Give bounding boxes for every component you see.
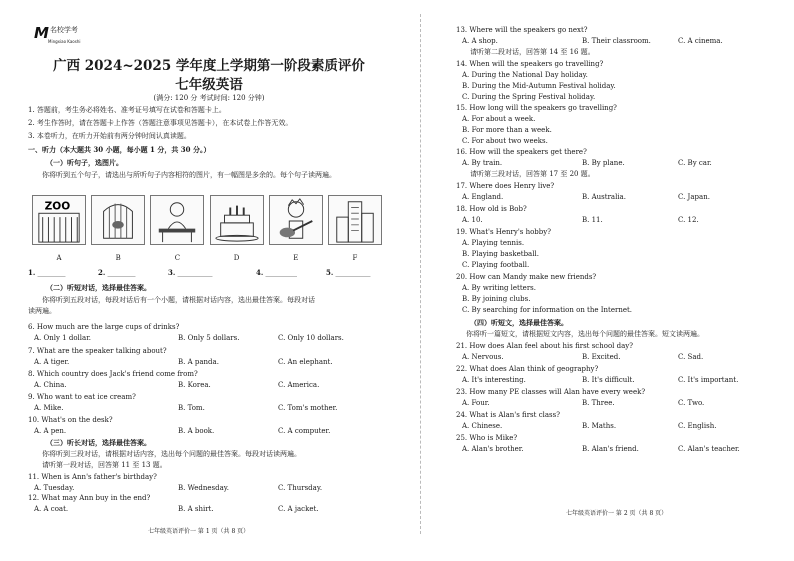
section3-heading: （三）听长对话，选择最佳答案。 <box>46 438 151 447</box>
question-14: 14. When will the speakers go travelling? <box>456 60 604 68</box>
section1-heading: （一）听句子，选图片。 <box>46 158 123 167</box>
option-23c[interactable]: C. Two. <box>678 399 705 407</box>
question-19: 19. What's Henry's hobby? <box>456 228 551 236</box>
option-19c[interactable]: C. Playing football. <box>462 261 530 269</box>
logo-subtext: Mingxiao Kaoshi <box>48 39 81 44</box>
option-6a[interactable]: A. Only 1 dollar. <box>34 334 91 342</box>
option-17b[interactable]: B. Australia. <box>582 193 626 201</box>
tall-building-icon <box>328 195 382 245</box>
option-24a[interactable]: A. Chinese. <box>462 422 503 430</box>
option-24b[interactable]: B. Maths. <box>582 422 617 430</box>
option-16c[interactable]: C. By car. <box>678 159 712 167</box>
question-21: 21. How does Alan feel about his first school day? <box>456 342 633 350</box>
question-10: 10. What's on the desk? <box>28 416 113 424</box>
option-8c[interactable]: C. America. <box>278 381 320 389</box>
question-12: 12. What may Ann buy in the end? <box>28 494 151 502</box>
logo-mark: M <box>34 24 48 42</box>
option-12a[interactable]: A. A coat. <box>34 505 69 513</box>
option-18b[interactable]: B. 11. <box>582 216 603 224</box>
option-7a[interactable]: A. A tiger. <box>34 358 70 366</box>
question-20: 20. How can Mandy make new friends? <box>456 273 597 281</box>
instruction-3: 3. 本卷听力，在听力开始前有两分钟时间认真读题。 <box>28 132 191 140</box>
option-15a[interactable]: A. For about a week. <box>462 115 536 123</box>
option-15c[interactable]: C. For about two weeks. <box>462 137 548 145</box>
picture-labels <box>32 254 382 262</box>
instruction-1: 1. 答题前，考生务必将姓名、准考证号填写在试卷和答题卡上。 <box>28 106 226 114</box>
option-13b[interactable]: B. Their classroom. <box>582 37 651 45</box>
birthday-cake-icon <box>210 195 264 245</box>
question-7: 7. What are the speaker talking about? <box>28 347 167 355</box>
right-column <box>456 0 774 561</box>
question-25: 25. Who is Mike? <box>456 434 518 442</box>
option-9c[interactable]: C. Tom's mother. <box>278 404 338 412</box>
option-18c[interactable]: C. 12. <box>678 216 699 224</box>
option-22b[interactable]: B. It's difficult. <box>582 376 635 384</box>
question-6: 6. How much are the large cups of drinks? <box>28 323 180 331</box>
left-column <box>28 0 390 561</box>
zoo-gate-icon <box>32 195 86 245</box>
option-25c[interactable]: C. Alan's teacher. <box>678 445 740 453</box>
section4-heading: （四）听短文，选择最佳答案。 <box>470 318 568 327</box>
option-23b[interactable]: B. Three. <box>582 399 615 407</box>
section3-note: 你将听到三段对话，请根据对话内容，选出每个问题的最佳答案。每段对话读两遍。 <box>42 450 301 458</box>
option-8b[interactable]: B. Korea. <box>178 381 211 389</box>
option-17c[interactable]: C. Japan. <box>678 193 710 201</box>
note-q14-16: 请听第二段对话，回答第 14 至 16 题。 <box>470 48 595 56</box>
question-23: 23. How many PE classes will Alan have every week? <box>456 388 646 396</box>
option-19b[interactable]: B. Playing basketball. <box>462 250 539 258</box>
option-17a[interactable]: A. England. <box>462 193 504 201</box>
publisher-logo <box>34 24 81 44</box>
bird-cage-icon <box>91 195 145 245</box>
blank-2[interactable]: 2. ________ <box>98 268 136 277</box>
option-11b[interactable]: B. Wednesday. <box>178 484 229 492</box>
option-16a[interactable]: A. By train. <box>462 159 503 167</box>
exam-title: 广西 2024~2025 学年度上学期第一阶段素质评价 <box>53 58 365 74</box>
option-16b[interactable]: B. By plane. <box>582 159 625 167</box>
blank-4[interactable]: 4. _________ <box>256 268 298 277</box>
option-13a[interactable]: A. A shop. <box>462 37 498 45</box>
question-16: 16. How will the speakers get there? <box>456 148 587 156</box>
option-9b[interactable]: B. Tom. <box>178 404 205 412</box>
option-25a[interactable]: A. Alan's brother. <box>462 445 524 453</box>
pic-label-a: A <box>56 254 62 262</box>
option-8a[interactable]: A. China. <box>34 381 67 389</box>
option-20b[interactable]: B. By joining clubs. <box>462 295 531 303</box>
teacher-desk-icon <box>150 195 204 245</box>
option-15b[interactable]: B. For more than a week. <box>462 126 552 134</box>
pic-label-e: E <box>293 254 299 262</box>
section1-note: 你将听到五个句子，请选出与所听句子内容相符的图片，有一幅图是多余的。每个句子读两遍。 <box>42 171 336 179</box>
option-24c[interactable]: C. English. <box>678 422 717 430</box>
question-15: 15. How long will the speakers go travelling? <box>456 104 617 112</box>
blank-5[interactable]: 5. __________ <box>326 268 371 277</box>
part1-heading: 一、听力（本大题共 30 小题，每小题 1 分，共 30 分。） <box>28 145 211 154</box>
option-23a[interactable]: A. Four. <box>462 399 490 407</box>
option-21b[interactable]: B. Excited. <box>582 353 621 361</box>
picture-options <box>32 195 382 247</box>
option-22a[interactable]: A. It's interesting. <box>462 376 526 384</box>
logo-text: 名校学考 <box>49 26 78 34</box>
option-11a[interactable]: A. Tuesday. <box>34 484 75 492</box>
blank-1[interactable]: 1. ________ <box>28 268 66 277</box>
option-20c[interactable]: C. By searching for information on the Internet. <box>462 306 633 314</box>
question-11: 11. When is Ann's father's birthday? <box>28 473 157 481</box>
option-7b[interactable]: B. A panda. <box>178 358 219 366</box>
option-20a[interactable]: A. By writing letters. <box>462 284 536 292</box>
option-11c[interactable]: C. Thursday. <box>278 484 323 492</box>
pic-label-f: F <box>352 254 358 262</box>
svg-text:ZOO: ZOO <box>44 200 71 213</box>
option-10a[interactable]: A. A pen. <box>34 427 67 435</box>
option-10b[interactable]: B. A book. <box>178 427 215 435</box>
note-q17-20: 请听第三段对话，回答第 17 至 20 题。 <box>470 170 595 178</box>
option-14a[interactable]: A. During the National Day holiday. <box>462 71 588 79</box>
question-24: 24. What is Alan's first class? <box>456 411 560 419</box>
option-21a[interactable]: A. Nervous. <box>462 353 504 361</box>
section4-note: 你将听一篇短文，请根据短文内容，选出每个问题的最佳答案。短文读两遍。 <box>466 330 704 338</box>
option-13c[interactable]: C. A cinema. <box>678 37 723 45</box>
option-12b[interactable]: B. A shirt. <box>178 505 214 513</box>
question-17: 17. Where does Henry live? <box>456 182 555 190</box>
option-12c[interactable]: C. A jacket. <box>278 505 319 513</box>
section3-subnote: 请听第一段对话，回答第 11 至 13 题。 <box>42 461 167 469</box>
option-10c[interactable]: C. A computer. <box>278 427 331 435</box>
option-9a[interactable]: A. Mike. <box>34 404 64 412</box>
question-22: 22. What does Alan think of geography? <box>456 365 599 373</box>
pic-label-c: C <box>174 254 181 262</box>
right-page-footer: 七年级英语评价一 第 2 页（共 8 页） <box>566 510 668 517</box>
option-14b[interactable]: B. During the Mid-Autumn Festival holiday. <box>462 82 616 90</box>
exam-subtitle: 七年级英语 <box>175 77 243 93</box>
pic-label-d: D <box>233 254 240 262</box>
option-14c[interactable]: C. During the Spring Festival holiday. <box>462 93 596 101</box>
question-8: 8. Which country does Jack's friend come from? <box>28 370 198 378</box>
question-13: 13. Where will the speakers go next? <box>456 26 588 34</box>
boy-guitar-icon <box>269 195 323 245</box>
option-22c[interactable]: C. It's important. <box>678 376 739 384</box>
blank-3[interactable]: 3. __________ <box>168 268 213 277</box>
section2-note: 你将听到五段对话，每段对话后有一个小题，请根据对话内容，选出最佳答案。每段对话 <box>42 296 315 304</box>
page-divider <box>420 14 421 534</box>
question-9: 9. Who want to eat ice cream? <box>28 393 136 401</box>
option-6b[interactable]: B. Only 5 dollars. <box>178 334 240 342</box>
option-6c[interactable]: C. Only 10 dollars. <box>278 334 344 342</box>
pic-label-b: B <box>115 254 121 262</box>
option-25b[interactable]: B. Alan's friend. <box>582 445 639 453</box>
instruction-2: 2. 考生作答时，请在答题卡上作答（答题注意事项见答题卡），在本试卷上作答无效。 <box>28 119 293 127</box>
option-7c[interactable]: C. An elephant. <box>278 358 333 366</box>
section2-heading: （二）听短对话，选择最佳答案。 <box>46 283 151 292</box>
left-page-footer: 七年级英语评价一 第 1 页（共 8 页） <box>148 528 250 535</box>
question-18: 18. How old is Bob? <box>456 205 527 213</box>
option-21c[interactable]: C. Sad. <box>678 353 704 361</box>
score-time-line: (满分: 120 分 考试时间: 120 分钟) <box>153 94 265 102</box>
option-19a[interactable]: A. Playing tennis. <box>462 239 525 247</box>
section2-note-cont: 读两遍。 <box>28 307 56 315</box>
option-18a[interactable]: A. 10. <box>462 216 483 224</box>
